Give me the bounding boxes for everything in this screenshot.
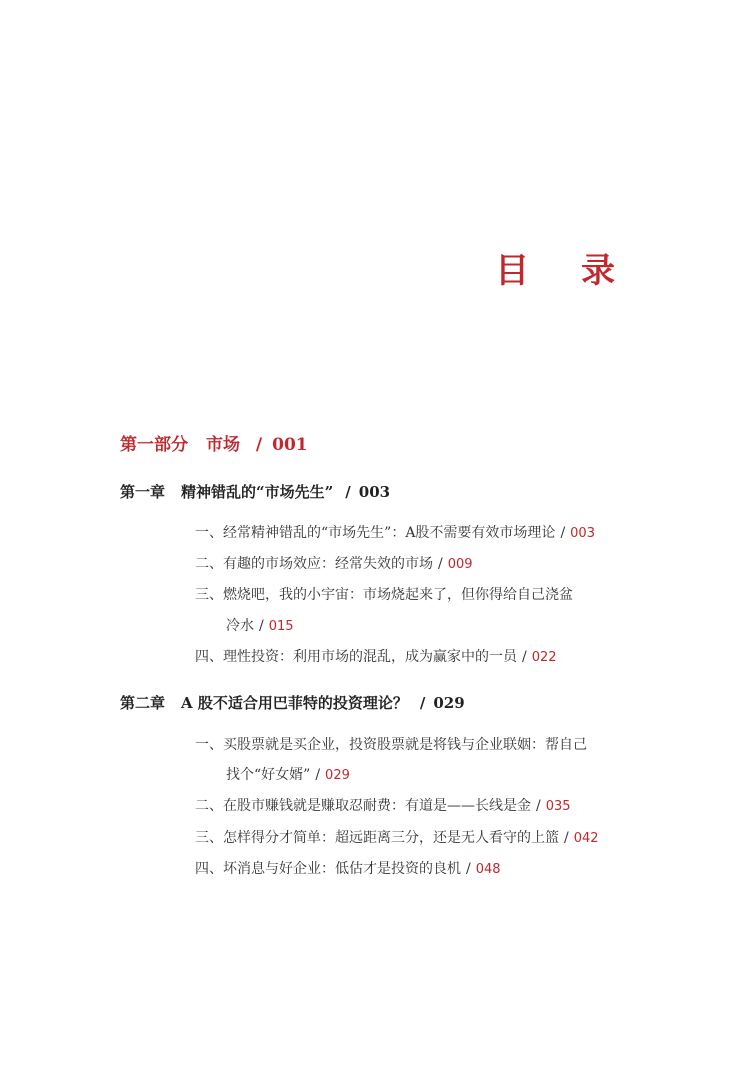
toc-section-1-4[interactable]: [195, 650, 557, 664]
section-title: 一、买股票就是买企业，投资股票就是将钱与企业联姻：帮自己: [195, 737, 587, 753]
section-separator: /: [466, 861, 471, 877]
section-page: 048: [475, 862, 501, 877]
chapter-page: 029: [433, 694, 465, 712]
section-title: 二、在股市赚钱就是赚取忍耐费：有道是——长线是金: [195, 798, 531, 814]
toc-part-1[interactable]: [120, 430, 308, 455]
chapter-separator: /: [419, 694, 426, 712]
section-separator: /: [522, 649, 527, 665]
toc-chapter-2[interactable]: [120, 692, 465, 713]
section-title: 二、有趣的市场效应：经常失效的市场: [195, 556, 433, 572]
part-page: 001: [272, 435, 308, 455]
section-title: 四、坏消息与好企业：低估才是投资的良机: [195, 861, 461, 877]
chapter-label: 第一章: [120, 483, 166, 501]
toc-section-2-2[interactable]: [195, 799, 571, 813]
chapter-title: 精神错乱的“市场先生”: [181, 483, 334, 501]
section-page: 015: [268, 619, 294, 634]
section-title: 一、经常精神错乱的“市场先生”：A股不需要有效市场理论: [195, 525, 556, 541]
section-separator: /: [438, 556, 443, 572]
section-title-continued: 找个“好女婿”: [226, 767, 311, 783]
toc-section-2-3[interactable]: [195, 831, 599, 845]
toc-section-1-2[interactable]: [195, 557, 473, 571]
toc-section-1-3[interactable]: [195, 588, 573, 602]
section-page: 003: [570, 526, 595, 541]
toc-section-2-4[interactable]: [195, 862, 501, 876]
section-page: 029: [325, 768, 350, 783]
section-title: 三、怎样得分才简单：超远距离三分，还是无人看守的上篮: [195, 830, 559, 846]
section-separator: /: [564, 830, 569, 846]
section-page: 042: [573, 831, 599, 846]
toc-section-2-1-continued[interactable]: [226, 768, 350, 782]
chapter-separator: /: [345, 483, 351, 501]
section-separator: /: [259, 618, 264, 634]
toc-section-1-3-continued[interactable]: [226, 619, 294, 633]
section-page: 022: [531, 650, 557, 665]
section-separator: /: [560, 525, 566, 541]
section-page: 009: [447, 557, 473, 572]
chapter-label: 第二章: [120, 694, 166, 712]
section-title: 三、燃烧吧，我的小宇宙：市场烧起来了，但你得给自己浇盆: [195, 587, 573, 603]
section-title: 四、理性投资：利用市场的混乱，成为赢家中的一员: [195, 649, 517, 665]
section-title-continued: 冷水: [226, 618, 254, 634]
page-title: 目 录: [495, 251, 635, 291]
section-page: 035: [545, 799, 571, 814]
toc-chapter-1[interactable]: [120, 481, 390, 502]
toc-section-2-1[interactable]: [195, 738, 587, 752]
chapter-page: 003: [358, 483, 391, 501]
section-separator: /: [315, 767, 321, 783]
part-title: 市场: [206, 435, 240, 455]
part-label: 第一部分: [120, 435, 188, 455]
section-separator: /: [536, 798, 541, 814]
chapter-title: A 股不适合用巴菲特的投资理论？: [181, 694, 408, 712]
toc-section-1-1[interactable]: [195, 526, 595, 540]
part-separator: /: [255, 435, 263, 455]
